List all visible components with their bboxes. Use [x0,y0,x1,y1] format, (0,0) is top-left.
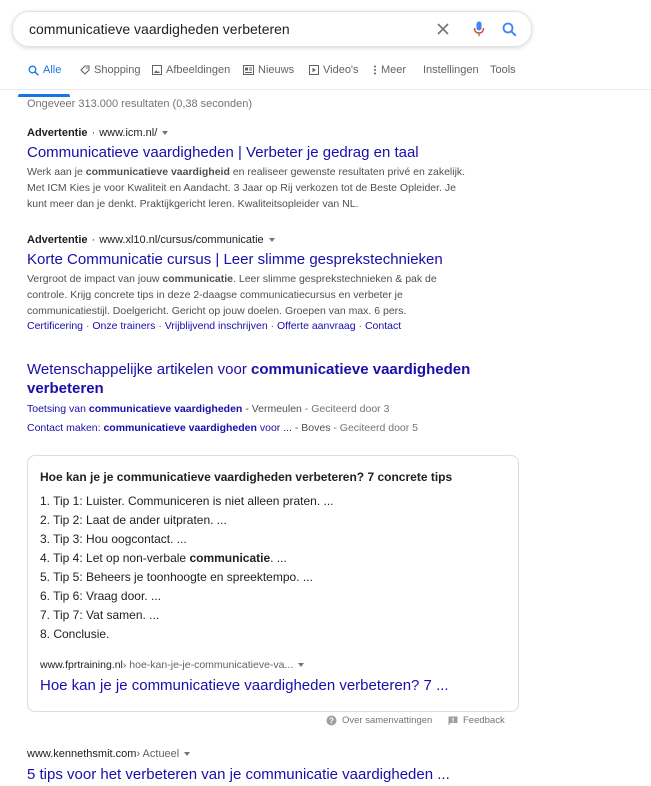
tab-images[interactable] [152,64,230,76]
ad-label: Advertentie [27,127,88,139]
tab-shopping[interactable] [80,64,141,76]
scholar-item-bold: communicatieve vaardigheden [103,422,257,434]
list-item-bold: communicatie [189,551,271,565]
snippet-bold: communicatie [162,273,234,285]
result-site: www.kennethsmit.com [27,748,137,760]
caret-down-icon[interactable] [298,663,304,667]
scholar-title-bold: communicatieve vaardigheden verbeteren [27,361,471,397]
separator-dot: · [155,320,165,332]
source-path: › hoe-kan-je-je-communicatieve-va... [122,659,294,671]
snippet-bold: communicatieve vaardigheid [85,166,230,178]
tab-tools[interactable] [490,64,516,76]
scholar-item-text: Contact maken: [27,422,104,434]
tab-tools-label: Tools [490,64,516,76]
help-icon [326,715,337,726]
result-url-line [27,748,190,760]
ad-url: www.icm.nl/ [99,127,158,139]
source-site: www.fprtraining.nl [40,659,123,671]
search-tabs [28,58,638,84]
featured-snippet-link[interactable]: Hoe kan je je communicatieve vaardigheden verbeteren? 7 ... [40,677,449,694]
result-stats: Ongeveer 313.000 resultaten (0,38 seconden) [27,98,253,110]
list-item: 3. Tip 3: Hou oogcontact. ... [40,532,187,546]
clear-icon[interactable] [434,12,452,46]
tab-more-label: Meer [381,64,407,76]
scholar-item-link[interactable] [27,403,242,415]
caret-down-icon[interactable] [269,238,275,242]
separator-dot: · [83,320,93,332]
scholar-item-link[interactable] [27,422,292,434]
scholar-cited[interactable]: - Geciteerd door 5 [330,422,419,434]
tab-videos-label: Video's [323,64,359,76]
scholar-author: - Boves [291,422,331,434]
ad-sitelinks [27,320,401,332]
tab-news-label: Nieuws [258,64,295,76]
list-item: 5. Tip 5: Beheers je toonhoogte en spreektempo. ... [40,570,313,584]
caret-down-icon[interactable] [162,131,168,135]
featured-snippet-heading: Hoe kan je je communicatieve vaardigheden verbeteren? 7 concrete tips [40,470,453,484]
feedback-label: Feedback [463,715,505,726]
list-item: 6. Tip 6: Vraag door. ... [40,589,161,603]
microphone-icon[interactable] [470,12,488,46]
scholar-item [27,422,418,434]
search-icon[interactable] [500,12,518,46]
tab-settings-label: Instellingen [423,64,479,76]
shopping-tag-icon [80,65,90,76]
result-title-link[interactable]: 5 tips voor het verbeteren van je communicatie vaardigheden ... [27,766,450,783]
search-icon [28,65,39,76]
video-icon [309,65,319,75]
sitelink[interactable]: Contact [364,320,402,332]
more-vert-icon [373,65,377,75]
search-box[interactable] [12,11,532,47]
snippet-text: . Leer slimme gesprekstechnieken & pak de controle. Krijg concrete tips in deze 2-daagse communicatiecursus en verbeter je communicatiestijl. Doelgericht. Gericht op jouw doelen. Groepen van max. 6 pers. [27,273,437,317]
scholar-item-text: voor ... [256,422,292,434]
list-item: 8. Conclusie. [40,627,110,641]
snippet-text: Vergroot de impact van jouw [27,273,163,285]
separator-dot: · [91,127,96,139]
scholar-author: - Vermeulen [242,403,302,415]
scholar-title-prefix: Wetenschappelijke artikelen voor [27,361,252,378]
list-item: 2. Tip 2: Laat de ander uitpraten. ... [40,513,227,527]
ad-url-line [27,127,168,139]
tab-images-label: Afbeeldingen [166,64,231,76]
ad-url-line [27,234,275,246]
result-path: › Actueel [136,748,180,760]
about-snippets-button[interactable] [326,715,432,726]
snippet-text: en realiseer gewenste resultaten privé en zakelijk. Met ICM Kies je voor Kwaliteit en Aandacht. 3 Jaar op Rij verkozen tot de Beste Opleider. Je kunt meer dan je denkt. Praktijkgericht leren. Kwaliteitsopleider van NL. [27,166,466,210]
featured-snippet-list [40,492,333,644]
separator-dot: · [267,320,277,332]
scholar-title-link[interactable] [27,360,497,398]
tab-more[interactable] [373,64,406,76]
news-icon [243,65,254,75]
tab-all-label: Alle [43,64,62,76]
sitelink[interactable]: Vrijblijvend inschrijven [164,320,268,332]
search-input[interactable]: communicatieve vaardigheden verbeteren [29,21,290,37]
list-item: 1. Tip 1: Luister. Communiceren is niet alleen praten. ... [40,494,334,508]
tab-shopping-label: Shopping [94,64,141,76]
sitelink[interactable]: Onze trainers [92,320,156,332]
list-item-text: . ... [270,551,287,565]
scholar-cited[interactable]: - Geciteerd door 3 [301,403,390,415]
sitelink[interactable]: Offerte aanvraag [277,320,356,332]
tabs-divider [0,89,651,90]
ad-url: www.xl10.nl/cursus/communicatie [99,234,264,246]
feedback-button[interactable] [448,715,505,726]
active-tab-indicator [18,94,70,97]
feedback-icon [448,716,458,726]
scholar-item-bold: communicatieve vaardigheden [88,403,243,415]
about-snippets-label: Over samenvattingen [342,715,433,726]
tab-videos[interactable] [309,64,359,76]
list-item [40,549,333,568]
sitelink[interactable]: Certificering [27,320,84,332]
separator-dot: · [355,320,365,332]
scholar-item [27,403,389,415]
separator-dot: · [91,234,96,246]
snippet-text: Werk aan je [27,166,86,178]
ad-snippet [27,271,475,319]
scholar-item-text: Toetsing van [27,403,89,415]
ad-title-link[interactable]: Korte Communicatie cursus | Leer slimme gesprekstechnieken [27,251,443,268]
tab-all[interactable] [28,64,61,76]
ad-label: Advertentie [27,234,88,246]
svg-text:?: ? [329,716,334,726]
featured-snippet-url [40,659,304,671]
caret-down-icon[interactable] [184,752,190,756]
list-item: 7. Tip 7: Vat samen. ... [40,608,160,622]
list-item-text: 4. Tip 4: Let op non-verbale [40,551,190,565]
ad-snippet [27,164,475,212]
featured-snippet [27,455,519,712]
tab-settings[interactable] [423,64,479,76]
tab-news[interactable] [243,64,294,76]
ad-title-link[interactable]: Communicatieve vaardigheden | Verbeter je gedrag en taal [27,144,419,161]
image-icon [152,65,162,75]
